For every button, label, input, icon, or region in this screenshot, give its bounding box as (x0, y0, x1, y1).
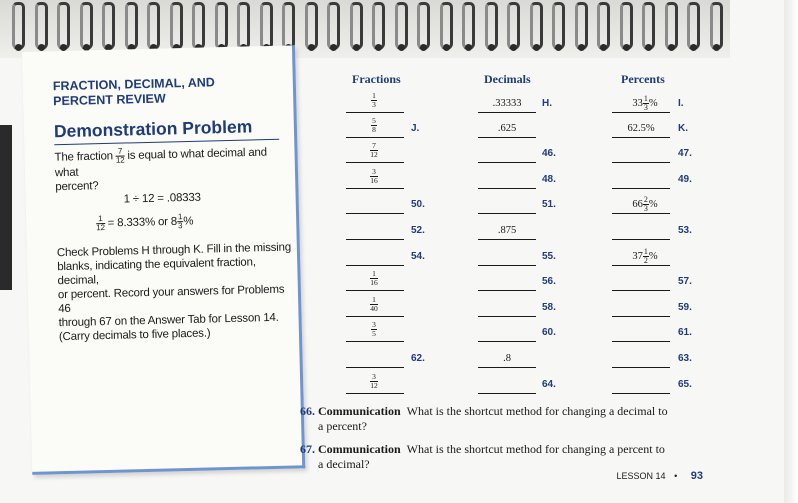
problem-number: 64. (542, 379, 556, 390)
review-card (22, 45, 305, 475)
fraction-value-den: 3 (372, 100, 376, 109)
answer-line (612, 265, 670, 266)
answer-blank-percent (612, 367, 670, 368)
spiral-coil (485, 2, 498, 50)
problem-number: 52. (411, 225, 425, 236)
fraction-value-num: 1 (372, 269, 376, 278)
column-header-fractions: Fractions (352, 72, 401, 86)
spiral-coil (327, 2, 340, 50)
binding-hole (555, 44, 562, 51)
fraction-value-num: 3 (372, 320, 376, 329)
spiral-coil (305, 2, 318, 50)
fraction-cell (364, 321, 384, 338)
decimal-value: .8 (503, 353, 511, 364)
fraction-value (371, 117, 377, 134)
fraction-cell (364, 92, 384, 109)
spiral-coil (125, 2, 138, 50)
question-67 (300, 442, 680, 472)
spiral-coil (642, 2, 655, 50)
page-footer (617, 470, 703, 482)
binding-hole (443, 44, 450, 51)
answer-blank-decimal (478, 393, 536, 394)
question-text: What is the shortcut method for changing a percent to (406, 442, 665, 456)
binding-hole (465, 44, 472, 51)
page-number: 93 (690, 470, 703, 482)
answer-line (612, 137, 670, 138)
fraction-value-den: 12 (370, 381, 378, 390)
question-text-cont: a percent? (318, 419, 367, 433)
question-number: 67. (300, 442, 315, 456)
problem-number: J. (411, 123, 420, 134)
percent-whole: 33 (632, 97, 643, 109)
problem-number: 65. (678, 379, 692, 390)
intro-line2: percent? (55, 180, 99, 194)
instructions (57, 240, 299, 344)
answer-line (478, 367, 536, 368)
answer-blank-percent (612, 290, 670, 291)
fraction-cell (364, 373, 384, 390)
answer-blank-percent (612, 393, 670, 394)
fraction-value-num: 3 (372, 372, 376, 381)
fraction-value (370, 142, 378, 159)
fraction-value-den: 8 (372, 125, 376, 134)
answer-blank-decimal (478, 213, 536, 214)
problem-number: 61. (678, 327, 692, 338)
spiral-coil (530, 2, 543, 50)
answer-blank-decimal (478, 290, 536, 291)
question-66 (300, 404, 680, 434)
binding-hole (690, 44, 697, 51)
spiral-coil (260, 2, 273, 50)
binding-hole (488, 44, 495, 51)
spiral-coil (350, 2, 363, 50)
spiral-coil (395, 2, 408, 50)
spiral-coil (102, 2, 115, 50)
intro-text (54, 144, 285, 195)
answer-blank-decimal (478, 341, 536, 342)
spiral-coil (80, 2, 93, 50)
question-text-cont: a decimal? (318, 457, 370, 471)
percent-fraction-num: 1 (643, 94, 648, 103)
fraction-cell (364, 117, 384, 134)
card-title: Demonstration Problem (53, 116, 253, 142)
binding-hole (578, 44, 585, 51)
fraction-value-num: 1 (372, 295, 376, 304)
eq2-middle: = 8.333% or 8 (107, 215, 178, 230)
problem-number: 54. (411, 251, 425, 262)
intro-fraction (116, 148, 125, 165)
problem-number: 50. (411, 199, 425, 210)
percent-sign: % (648, 97, 658, 109)
eq2-frac-num: 1 (96, 215, 105, 224)
fraction-value-num: 3 (372, 167, 376, 176)
instruction-line: through 67 on the Answer Tab for Lesson 14. (58, 311, 279, 330)
spiral-coil (282, 2, 295, 50)
answer-blank-percent (612, 316, 670, 317)
eq2-percent-sign: % (183, 215, 194, 228)
answer-blank-fraction (346, 265, 404, 266)
fraction-value (370, 168, 378, 185)
fraction-value-num: 5 (372, 116, 376, 125)
problem-number: 63. (678, 353, 692, 364)
percent-value (620, 196, 670, 213)
binding-hole (713, 44, 720, 51)
binding-hole (330, 44, 337, 51)
percent-fraction-den: 3 (643, 204, 648, 213)
spiral-coil (620, 2, 633, 50)
binding-hole (623, 44, 630, 51)
instruction-line: blanks, indicating the equivalent fraction, decimal, (57, 256, 256, 288)
instruction-line: (Carry decimals to five places.) (58, 327, 211, 344)
spiral-coil (507, 2, 520, 50)
fraction-cell (364, 168, 384, 185)
fraction-value-num: 7 (372, 141, 376, 150)
instruction-line: Check Problems H through K. Fill in the missing (56, 241, 292, 260)
problem-number: K. (678, 123, 688, 134)
spiral-coil (417, 2, 430, 50)
question-label: Communication (318, 442, 401, 456)
fraction-cell (364, 270, 384, 287)
problem-number: 46. (542, 148, 556, 159)
problem-number: 59. (678, 302, 692, 313)
percent-fraction-num: 1 (643, 247, 648, 256)
fraction-value-den: 16 (370, 176, 378, 185)
problem-number: 53. (678, 225, 692, 236)
decimal-value: .625 (497, 123, 517, 134)
spiral-coil (665, 2, 678, 50)
answer-blank-decimal (478, 162, 536, 163)
spiral-coil (35, 2, 48, 50)
percent-whole: 66 (632, 198, 643, 210)
answer-line (346, 316, 404, 317)
column-header-decimals: Decimals (484, 72, 531, 86)
binding-hole (668, 44, 675, 51)
eq2-mixed-den: 3 (178, 221, 183, 231)
left-page-edge (0, 125, 12, 290)
spiral-coil (597, 2, 610, 50)
answer-line (346, 290, 404, 291)
percent-sign: % (648, 198, 658, 210)
answer-line (346, 188, 404, 189)
spiral-coil (170, 2, 183, 50)
binding-hole (510, 44, 517, 51)
answer-blank-percent (612, 188, 670, 189)
fraction-value (371, 321, 377, 338)
question-number: 66. (300, 404, 315, 418)
problem-number: 48. (542, 174, 556, 185)
answer-blank-fraction (346, 213, 404, 214)
answer-blank-fraction (346, 367, 404, 368)
answer-line (478, 239, 536, 240)
answer-line (346, 162, 404, 163)
percent-value (620, 248, 670, 265)
problem-number: H. (542, 98, 552, 109)
percent-fraction-num: 2 (643, 195, 648, 204)
spiral-coil (462, 2, 475, 50)
percent-sign: % (648, 250, 658, 262)
problem-number: 60. (542, 327, 556, 338)
percent-fraction-den: 3 (643, 103, 648, 112)
spiral-coil (147, 2, 160, 50)
problem-number: 56. (542, 276, 556, 287)
percent-value: 62.5% (627, 123, 655, 134)
equation-division: 1 ÷ 12 = .08333 (123, 191, 201, 206)
percent-value (620, 95, 670, 112)
answer-line (478, 112, 536, 113)
binding-hole (353, 44, 360, 51)
problem-number: 57. (678, 276, 692, 287)
answer-line (612, 213, 670, 214)
answer-blank-percent (612, 162, 670, 163)
answer-blank-decimal (478, 316, 536, 317)
answer-blank-percent (612, 239, 670, 240)
binding-hole (420, 44, 427, 51)
decimal-value: .33333 (492, 98, 522, 109)
spiral-coil (440, 2, 453, 50)
spiral-coil (12, 2, 25, 50)
binding-hole (600, 44, 607, 51)
spiral-coil (192, 2, 205, 50)
spiral-coil (575, 2, 588, 50)
problem-number: 62. (411, 353, 425, 364)
fraction-cell (364, 296, 384, 313)
spiral-coil (710, 2, 723, 50)
fraction-value-den: 12 (370, 150, 378, 159)
answer-blank-fraction (346, 239, 404, 240)
spiral-coil (215, 2, 228, 50)
fraction-value-den: 16 (370, 278, 378, 287)
spiral-coil (687, 2, 700, 50)
percent-whole: 37 (632, 250, 643, 262)
card-heading-line1: FRACTION, DECIMAL, AND (52, 75, 216, 94)
question-label: Communication (318, 404, 401, 418)
binding-hole (15, 44, 22, 51)
intro-part2: is equal to what decimal and what (54, 146, 268, 180)
equation-conversion (96, 213, 193, 232)
problem-number: 47. (678, 148, 692, 159)
problem-number: 55. (542, 251, 556, 262)
spiral-coil (237, 2, 250, 50)
eq2-mixed-num: 1 (177, 212, 183, 222)
page-edge-shadow (784, 0, 798, 503)
intro-frac-num: 7 (116, 148, 125, 157)
answer-blank-percent (612, 341, 670, 342)
eq2-frac-den: 12 (96, 223, 105, 233)
answer-line (346, 393, 404, 394)
answer-line (346, 341, 404, 342)
problem-number: 58. (542, 302, 556, 313)
answer-line (478, 137, 536, 138)
answer-blank-decimal (478, 265, 536, 266)
binding-hole (38, 44, 45, 51)
problem-number: 51. (542, 199, 556, 210)
card-heading (53, 74, 254, 109)
fraction-value (370, 296, 378, 313)
binding-hole (398, 44, 405, 51)
intro-part1: The fraction (54, 150, 114, 164)
answer-line (346, 137, 404, 138)
footer-bullet: • (674, 471, 678, 481)
percent-fraction-den: 2 (643, 256, 648, 265)
decimal-value: .875 (497, 225, 517, 236)
answer-blank-decimal (478, 188, 536, 189)
instruction-line: or percent. Record your answers for Problems 46 (57, 283, 285, 316)
fraction-value-den: 5 (372, 329, 376, 338)
fraction-value-den: 40 (370, 304, 378, 313)
binding-hole (533, 44, 540, 51)
problem-number: 49. (678, 174, 692, 185)
fraction-cell (364, 142, 384, 159)
fraction-value (371, 92, 377, 109)
intro-frac-den: 12 (115, 155, 125, 165)
lesson-label: LESSON 14 (616, 471, 666, 481)
fraction-value (370, 373, 378, 390)
answer-line (346, 112, 404, 113)
column-header-percents: Percents (621, 72, 665, 86)
question-text: What is the shortcut method for changing a decimal to (406, 404, 668, 418)
spiral-coil (57, 2, 70, 50)
binding-hole (645, 44, 652, 51)
binding-hole (308, 44, 315, 51)
fraction-value (370, 270, 378, 287)
eq2-fraction (96, 215, 105, 232)
fraction-value-num: 1 (372, 91, 376, 100)
binding-hole (375, 44, 382, 51)
spiral-coil (372, 2, 385, 50)
card-heading-line2: PERCENT REVIEW (53, 91, 166, 109)
answer-line (612, 112, 670, 113)
spiral-coil (552, 2, 565, 50)
problem-number: I. (678, 98, 684, 109)
